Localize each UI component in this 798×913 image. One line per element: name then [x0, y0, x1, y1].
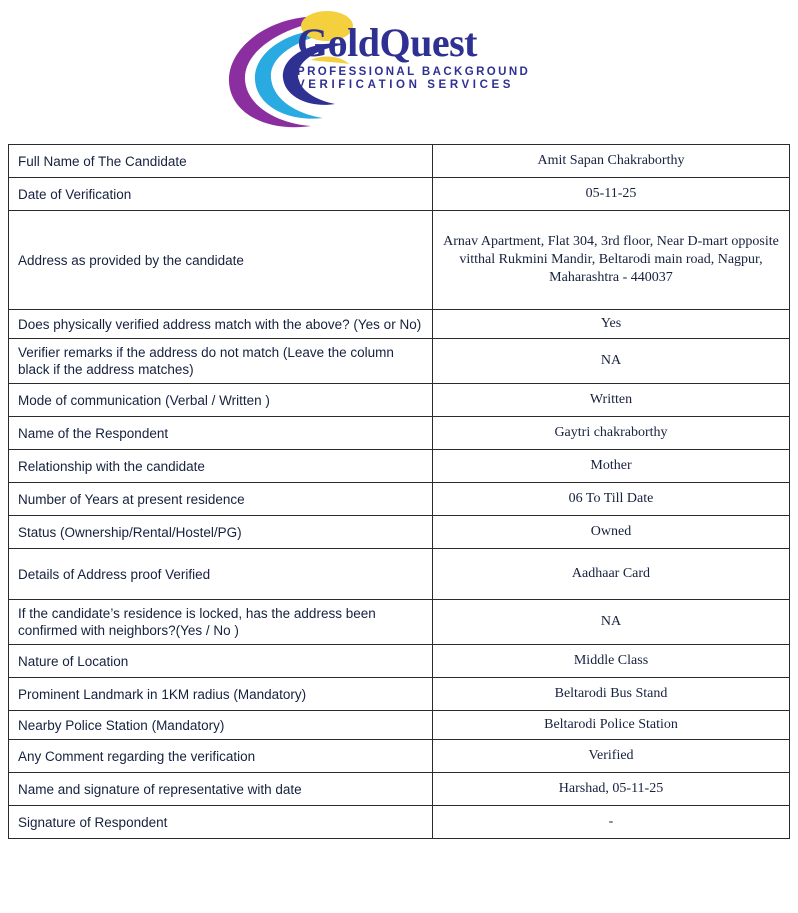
table-row: [9, 211, 790, 310]
verification-table-wrapper: [0, 144, 798, 839]
row-label: Signature of Respondent: [9, 806, 433, 839]
row-value: Mother: [433, 450, 790, 483]
table-row: [9, 678, 790, 711]
brand-tagline-line1: PROFESSIONAL BACKGROUND: [297, 66, 531, 78]
row-value: Verified: [433, 740, 790, 773]
table-row: [9, 516, 790, 549]
brand-part-g: G: [297, 20, 328, 65]
table-row: [9, 600, 790, 645]
row-value: Amit Sapan Chakraborthy: [433, 145, 790, 178]
row-label: Prominent Landmark in 1KM radius (Mandatory): [9, 678, 433, 711]
brand-part-uest: uest: [410, 20, 477, 65]
table-row: [9, 417, 790, 450]
table-row: [9, 773, 790, 806]
row-value: Harshad, 05-11-25: [433, 773, 790, 806]
row-label: Status (Ownership/Rental/Hostel/PG): [9, 516, 433, 549]
row-value: NA: [433, 600, 790, 645]
row-label: Address as provided by the candidate: [9, 211, 433, 310]
row-value: Arnav Apartment, Flat 304, 3rd floor, Near D-mart opposite vitthal Rukmini Mandir, Beltarodi main road, Nagpur, Maharashtra - 440037: [433, 211, 790, 310]
row-label: Details of Address proof Verified: [9, 549, 433, 600]
row-value: 06 To Till Date: [433, 483, 790, 516]
table-body: [9, 145, 790, 839]
row-label: Date of Verification: [9, 178, 433, 211]
row-label: Nature of Location: [9, 645, 433, 678]
brand-tagline-line2: VERIFICATION SERVICES: [297, 79, 515, 91]
row-value: Owned: [433, 516, 790, 549]
row-label: Relationship with the candidate: [9, 450, 433, 483]
table-row: [9, 740, 790, 773]
row-value: Gaytri chakraborthy: [433, 417, 790, 450]
company-logo: [0, 0, 798, 144]
row-label: Full Name of The Candidate: [9, 145, 433, 178]
row-value: Middle Class: [433, 645, 790, 678]
table-row: [9, 711, 790, 740]
table-row: [9, 806, 790, 839]
table-row: [9, 549, 790, 600]
row-label: Nearby Police Station (Mandatory): [9, 711, 433, 740]
table-row: [9, 645, 790, 678]
row-value: Aadhaar Card: [433, 549, 790, 600]
table-row: [9, 384, 790, 417]
table-row: [9, 310, 790, 339]
brand-part-q: Q: [379, 20, 411, 65]
table-row: [9, 145, 790, 178]
row-label: Name and signature of representative with date: [9, 773, 433, 806]
row-value: NA: [433, 339, 790, 384]
table-row: [9, 483, 790, 516]
row-label: Mode of communication (Verbal / Written ): [9, 384, 433, 417]
row-value: Written: [433, 384, 790, 417]
row-value: 05-11-25: [433, 178, 790, 211]
row-label: Name of the Respondent: [9, 417, 433, 450]
brand-part-old: old: [327, 20, 380, 65]
row-value: Yes: [433, 310, 790, 339]
row-value: Beltarodi Bus Stand: [433, 678, 790, 711]
brand-wordmark: [297, 22, 587, 64]
row-value: -: [433, 806, 790, 839]
row-label: Number of Years at present residence: [9, 483, 433, 516]
row-label: Any Comment regarding the verification: [9, 740, 433, 773]
table-row: [9, 178, 790, 211]
row-label: Does physically verified address match with the above? (Yes or No): [9, 310, 433, 339]
table-row: [9, 339, 790, 384]
address-verification-table: [8, 144, 790, 839]
table-row: [9, 450, 790, 483]
row-value: Beltarodi Police Station: [433, 711, 790, 740]
row-label: If the candidate’s residence is locked, has the address been confirmed with neighbors?(Yes / No ): [9, 600, 433, 645]
row-label: Verifier remarks if the address do not match (Leave the column black if the address matches): [9, 339, 433, 384]
